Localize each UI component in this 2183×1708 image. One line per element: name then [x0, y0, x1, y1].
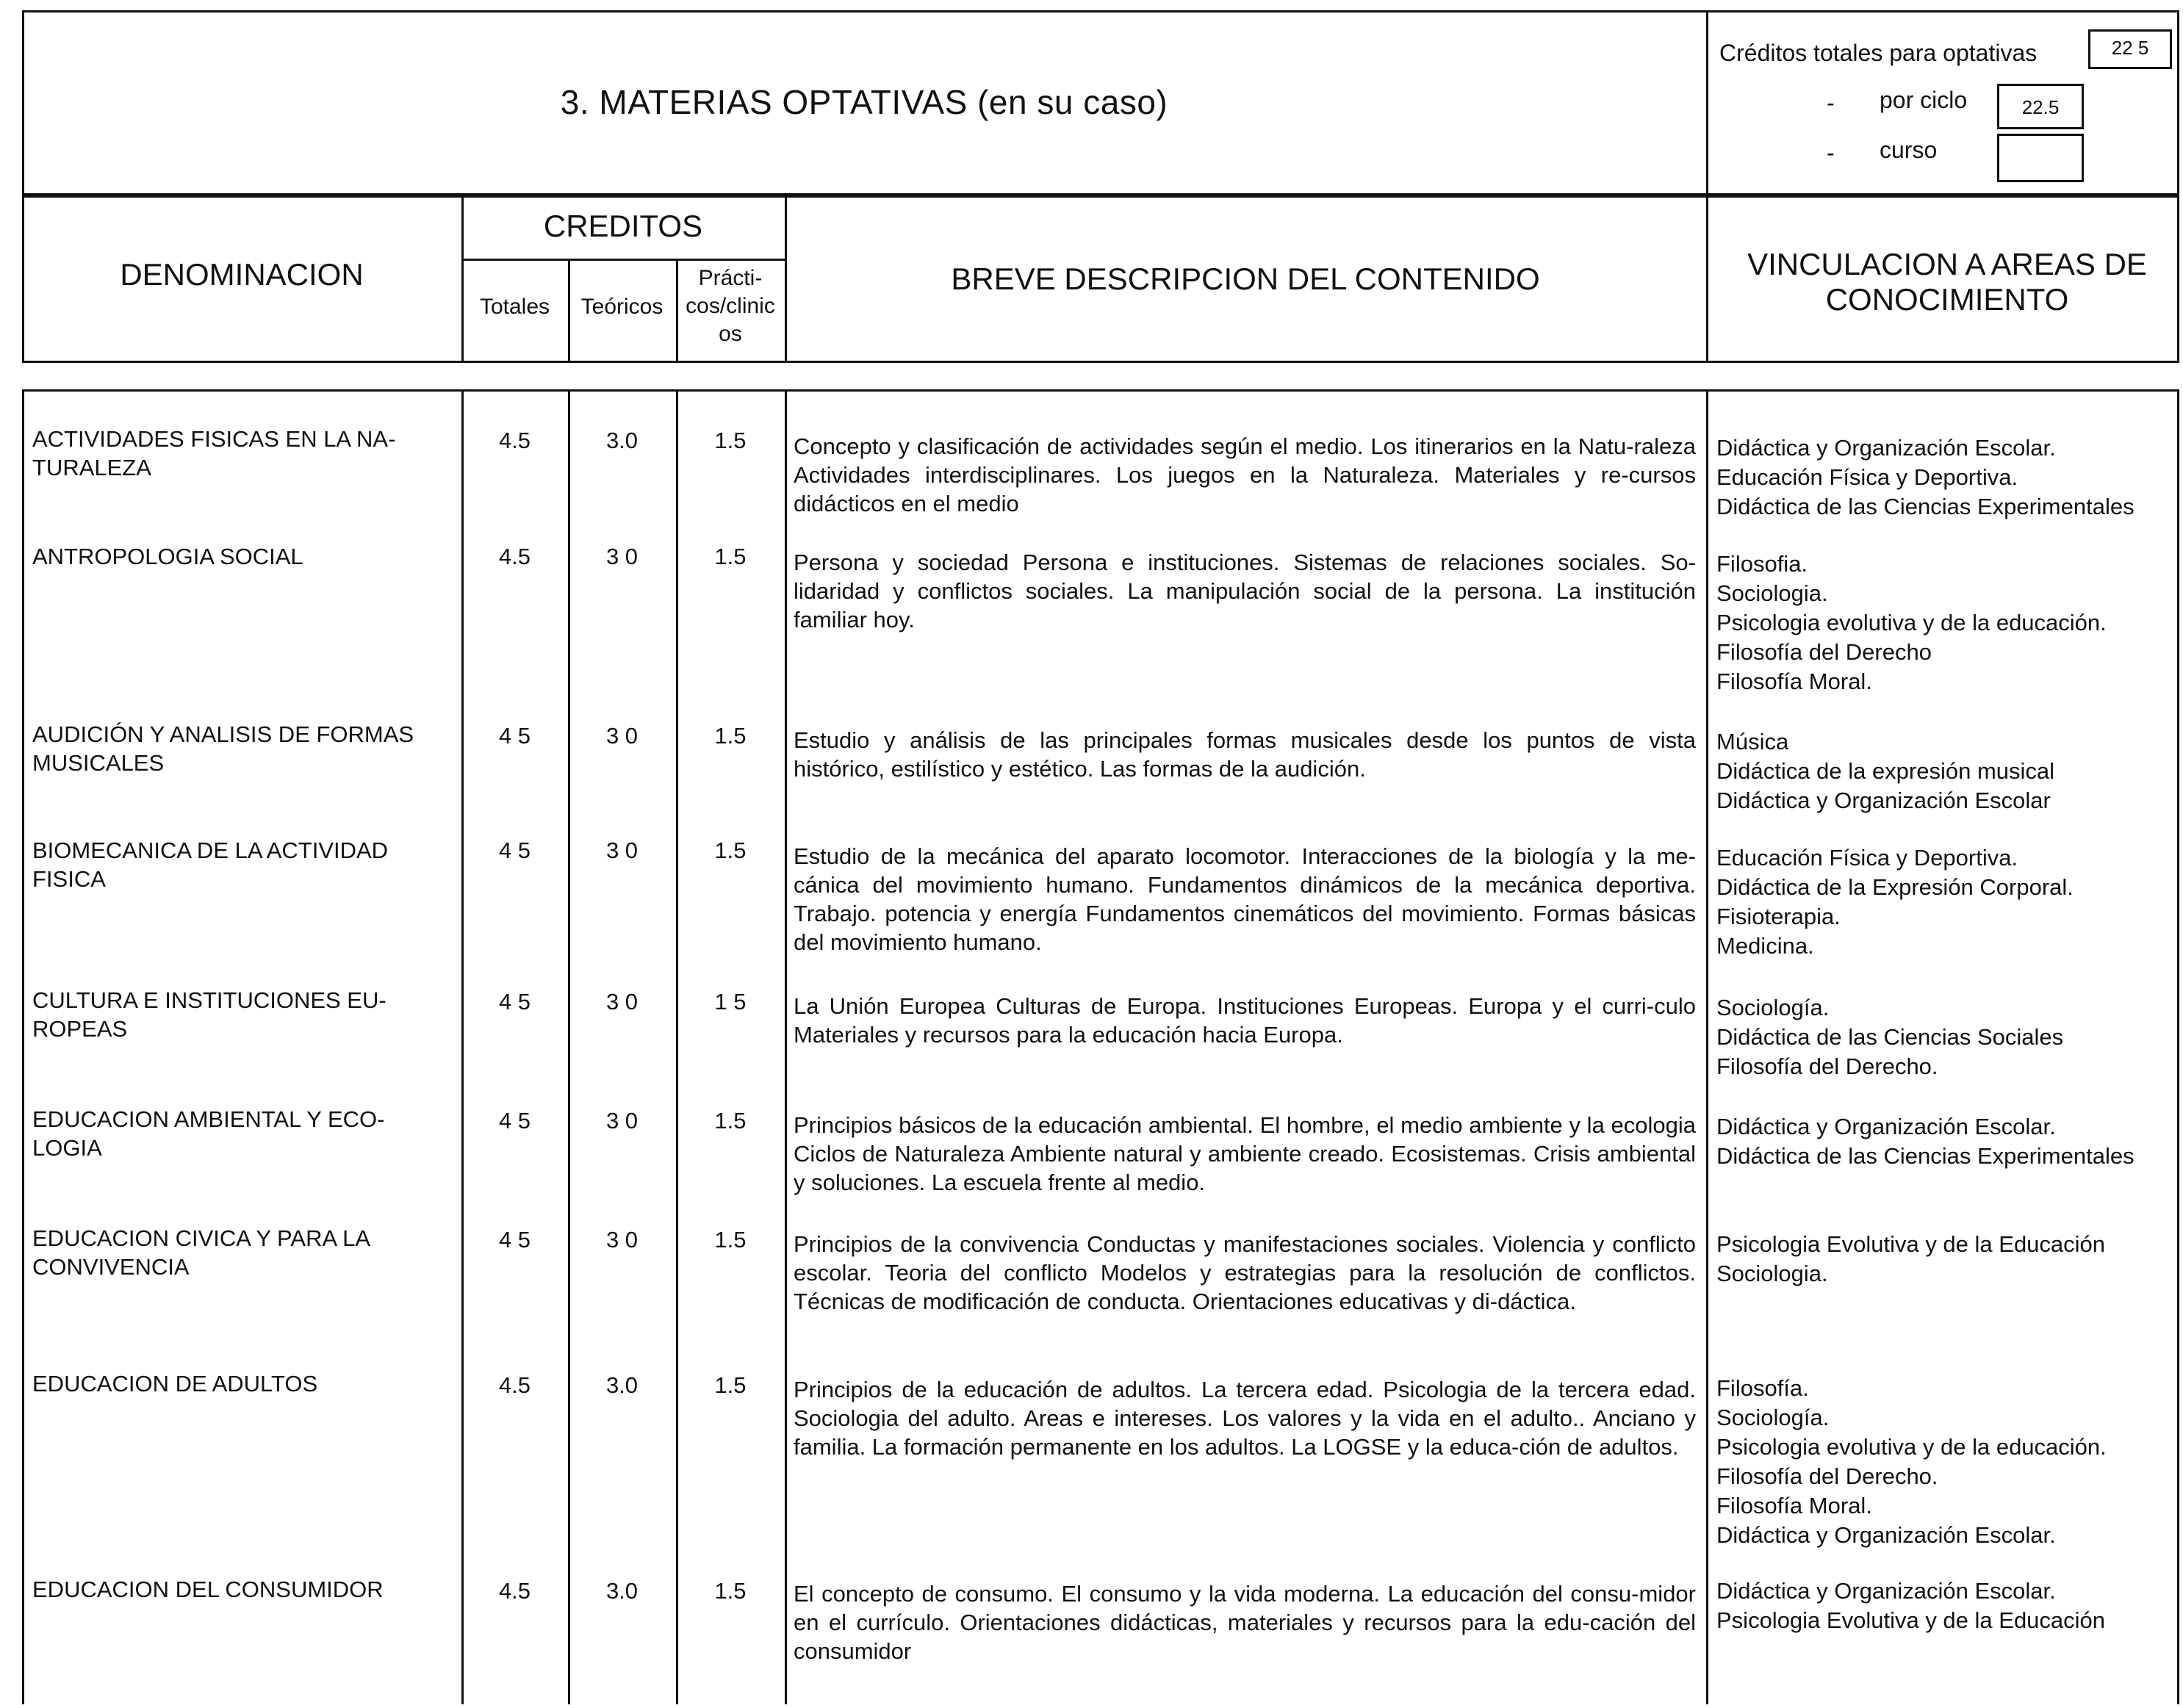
row-teoricos: 3.0: [605, 1372, 639, 1398]
body-top-line: [22, 389, 2179, 392]
row-descripcion: Principios de la convivencia Conductas y manifestaciones sociales. Violencia y conflicto escolar. Teoria del conflicto Modelos y estrategias para la resolución de conflictos. Técnicas de modificación de conducta. Orientaciones educativas y di-dáctica.: [794, 1231, 1696, 1314]
row-practicos: 1.5: [714, 1227, 747, 1253]
col-header-descripcion: BREVE DESCRIPCION DEL CONTENIDO: [951, 262, 1540, 296]
row-totales: 4 5: [498, 723, 531, 749]
row-teoricos: 3.0: [605, 428, 639, 453]
row-areas: [1716, 1577, 2172, 1635]
curso-dash: -: [1827, 140, 1835, 166]
col-header-practicos: Prácti-cos/clinic os: [686, 266, 775, 346]
row-teoricos: 3 0: [605, 837, 639, 863]
page-title: 3. MATERIAS OPTATIVAS (en su caso): [560, 83, 1168, 121]
row-practicos: 1.5: [714, 428, 747, 453]
row-denominacion: EDUCACION DE ADULTOS: [32, 1371, 318, 1397]
row-descripcion: Principios básicos de la educación ambiental. El hombre, el medio ambiente y la ecologia Ciclos de Naturaleza Ambiente natural y ambiente creado. Ecosistemas. Crisis ambiental y soluciones. La escuela frente al medio.: [794, 1112, 1696, 1195]
curso-value: [1997, 134, 2084, 182]
area-item: Didáctica de las Ciencias Experimentales: [1716, 494, 2135, 519]
body-sep-1: [461, 389, 464, 1704]
area-item: Didáctica y Organización Escolar: [1716, 788, 2051, 813]
col-header-teoricos: Teóricos: [580, 295, 663, 319]
body-sep-3: [676, 389, 678, 1704]
row-teoricos: 3 0: [605, 723, 639, 749]
area-item: Didáctica y Organización Escolar.: [1716, 1114, 2056, 1139]
area-item: Sociología.: [1716, 995, 1830, 1020]
row-descripcion: El concepto de consumo. El consumo y la vida moderna. La educación del consu-midor en el currículo. Orientaciones didácticas, materiales y recursos para la edu-cación del consumidor: [794, 1581, 1696, 1664]
area-item: Filosofía Moral.: [1716, 1493, 1872, 1518]
creditos-totales-value: 22 5: [2088, 29, 2172, 69]
row-denominacion: ANTROPOLOGIA SOCIAL: [32, 544, 303, 569]
area-item: Didáctica y Organización Escolar.: [1716, 1522, 2056, 1548]
area-item: Didáctica y Organización Escolar.: [1716, 435, 2056, 461]
row-practicos: 1.5: [714, 1108, 747, 1134]
row-teoricos: 3.0: [605, 1578, 639, 1604]
row-practicos: 1.5: [714, 544, 747, 569]
row-descripcion: La Unión Europea Culturas de Europa. Instituciones Europeas. Europa y el curri-culo Materiales y recursos para la educación hacia Europa.: [794, 993, 1696, 1048]
row-areas: [1716, 993, 2172, 1081]
body-sep-5: [1706, 389, 1708, 1704]
area-item: Educación Física y Deportiva.: [1716, 845, 2018, 871]
area-item: Didáctica de la expresión musical: [1716, 758, 2055, 784]
creditos-totales-label: Créditos totales para optativas: [1719, 40, 2038, 66]
body-left-line: [22, 389, 24, 1704]
area-item: Filosofía del Derecho.: [1716, 1053, 1938, 1079]
row-teoricos: 3 0: [605, 544, 639, 569]
row-denominacion: EDUCACION AMBIENTAL Y ECO-LOGIA: [32, 1106, 385, 1161]
area-item: Filosofia.: [1716, 551, 1808, 577]
area-item: Didáctica de las Ciencias Sociales: [1716, 1024, 2064, 1050]
area-item: Medicina.: [1716, 933, 1814, 959]
row-totales: 4 5: [498, 1108, 531, 1134]
row-areas: [1716, 1112, 2172, 1171]
row-areas: [1716, 727, 2172, 815]
row-totales: 4.5: [498, 1372, 531, 1398]
area-item: Música: [1716, 729, 1789, 754]
row-descripcion: Estudio y análisis de las principales formas musicales desde los puntos de vista histórico, estilístico y estético. Las formas de la audición.: [794, 727, 1696, 782]
row-teoricos: 3 0: [605, 1227, 639, 1253]
col-header-vinculacion: VINCULACION A AREAS DE CONOCIMIENTO: [1747, 247, 2147, 317]
row-practicos: 1 5: [714, 989, 747, 1015]
body-right-line: [2177, 389, 2179, 1704]
body-sep-2: [568, 389, 570, 1704]
area-item: Educación Física y Deportiva.: [1716, 464, 2018, 490]
col-header-creditos: CREDITOS: [543, 209, 703, 243]
row-descripcion: Concepto y clasificación de actividades según el medio. Los itinerarios en la Natu-raleza Actividades interdisciplinares. Los juegos en la Naturaleza. Materiales y re-cursos didácticos en el medio: [794, 433, 1696, 516]
por-ciclo-label: por ciclo: [1880, 87, 1968, 113]
area-item: Psicologia Evolutiva y de la Educación: [1716, 1231, 2106, 1257]
curso-label: curso: [1880, 137, 1938, 163]
row-denominacion: ACTIVIDADES FISICAS EN LA NA-TURALEZA: [32, 426, 396, 480]
col-sep-5: [1706, 195, 1708, 363]
area-item: Didáctica de las Ciencias Experimentales: [1716, 1143, 2135, 1169]
row-teoricos: 3 0: [605, 989, 639, 1015]
creditos-subheader-line: [461, 259, 785, 261]
col-header-totales: Totales: [479, 295, 550, 319]
row-descripcion: Estudio de la mecánica del aparato locomotor. Interacciones de la biología y la me-cánica del movimiento humano. Fundamentos dinámicos de la mecánica deportiva. Trabajo. potencia y energía Fundamentos cinemáticos del movimiento. Formas básicas del movimiento humano.: [794, 843, 1696, 955]
area-item: Fisioterapia.: [1716, 904, 1841, 929]
row-teoricos: 3 0: [605, 1108, 639, 1134]
row-denominacion: CULTURA E INSTITUCIONES EU-ROPEAS: [32, 987, 386, 1042]
row-practicos: 1.5: [714, 837, 747, 863]
row-descripcion: Principios de la educación de adultos. La tercera edad. Psicologia de la tercera edad. Sociologia del adulto. Areas e intereses. Los valores y la vida en el adulto.. Anciano y familia. La formación permanente en los adultos. La LOGSE y la educa-ción de adultos.: [794, 1377, 1696, 1460]
row-totales: 4.5: [498, 1578, 531, 1604]
row-areas: [1716, 843, 2172, 961]
area-item: Sociologia.: [1716, 1261, 1828, 1286]
row-practicos: 1.5: [714, 1372, 747, 1398]
row-practicos: 1.5: [714, 723, 747, 749]
area-item: Filosofía.: [1716, 1375, 1809, 1401]
row-descripcion: Persona y sociedad Persona e instituciones. Sistemas de relaciones sociales. So-lidaridad y conflictos sociales. La manipulación social de la persona. La institución familiar hoy.: [794, 549, 1696, 633]
row-denominacion: AUDICIÓN Y ANALISIS DE FORMAS MUSICALES: [32, 721, 414, 776]
row-denominacion: BIOMECANICA DE LA ACTIVIDAD FISICA: [32, 837, 389, 892]
area-item: Filosofía del Derecho: [1716, 639, 1932, 665]
area-item: Didáctica de la Expresión Corporal.: [1716, 874, 2074, 900]
row-totales: 4 5: [498, 1227, 531, 1253]
row-areas: [1716, 1374, 2172, 1550]
row-totales: 4 5: [498, 837, 531, 863]
row-totales: 4.5: [498, 544, 531, 569]
col-header-denominacion: DENOMINACION: [120, 257, 364, 292]
por-ciclo-value: 22.5: [1997, 84, 2084, 129]
header-divider: [1706, 10, 1708, 195]
area-item: Filosofía del Derecho.: [1716, 1463, 1938, 1489]
row-practicos: 1.5: [714, 1578, 747, 1604]
row-denominacion: EDUCACION DEL CONSUMIDOR: [32, 1577, 384, 1602]
col-sep-3: [676, 259, 678, 363]
area-item: Psicologia evolutiva y de la educación.: [1716, 610, 2107, 635]
row-areas: [1716, 549, 2172, 696]
area-item: Psicologia Evolutiva y de la Educación: [1716, 1607, 2106, 1633]
area-item: Psicologia evolutiva y de la educación.: [1716, 1434, 2107, 1460]
por-ciclo-dash: -: [1827, 90, 1835, 116]
row-areas: [1716, 1230, 2172, 1289]
area-item: Sociologia.: [1716, 580, 1828, 606]
area-item: Didáctica y Organización Escolar.: [1716, 1578, 2056, 1604]
area-item: Sociología.: [1716, 1405, 1830, 1430]
row-totales: 4.5: [498, 428, 531, 453]
body-sep-4: [785, 389, 787, 1704]
area-item: Filosofía Moral.: [1716, 669, 1872, 694]
row-areas: [1716, 433, 2172, 522]
row-totales: 4 5: [498, 989, 531, 1015]
row-denominacion: EDUCACION CIVICA Y PARA LA CONVIVENCIA: [32, 1225, 370, 1280]
